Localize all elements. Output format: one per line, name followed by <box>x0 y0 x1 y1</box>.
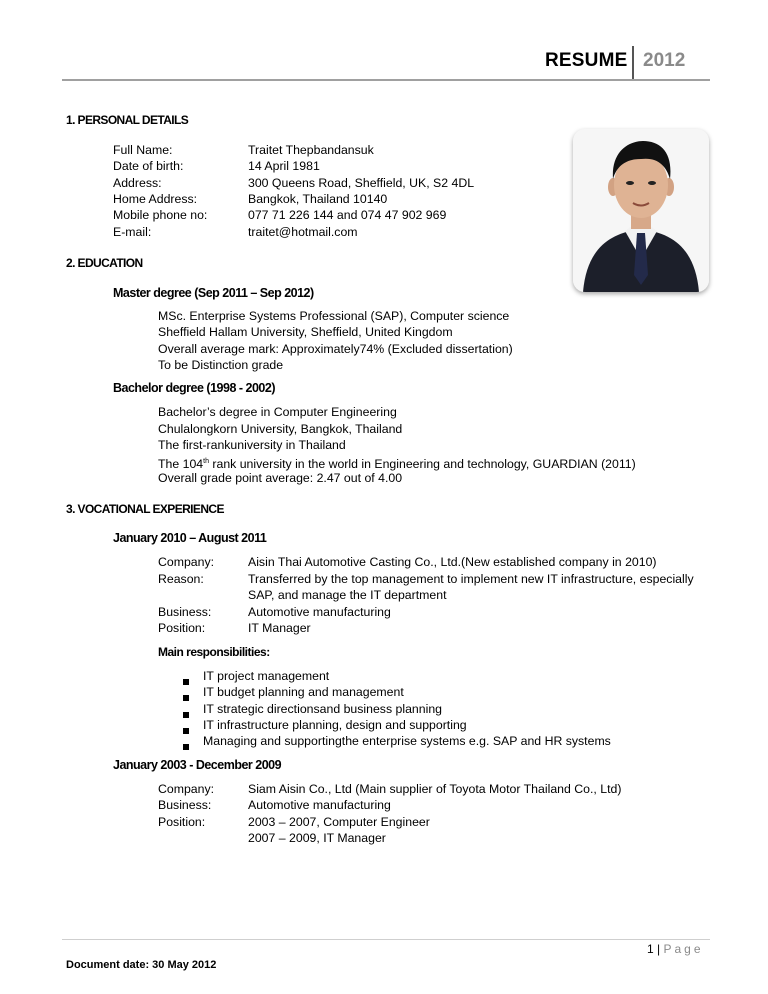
responsibility-item: IT budget planning and management <box>203 685 404 699</box>
job2-position-label: Position: <box>158 815 206 829</box>
section-personal-details: 1. PERSONAL DETAILS <box>66 113 189 127</box>
responsibilities-heading: Main responsibilities: <box>158 645 270 659</box>
responsibility-item: IT project management <box>203 669 330 683</box>
page-separator: | <box>657 942 661 956</box>
personal-value: Traitet Thepbandansuk <box>248 143 374 157</box>
bachelor-line: Bachelor’s degree in Computer Engineering <box>158 405 397 419</box>
footer-rule <box>62 939 710 940</box>
personal-value: 077 71 226 144 and 074 47 902 969 <box>248 208 447 222</box>
job2-position: 2003 – 2007, Computer Engineer <box>248 815 430 829</box>
title-divider <box>632 46 634 79</box>
bachelor-degree-heading: Bachelor degree (1998 - 2002) <box>113 381 275 395</box>
master-line: To be Distinction grade <box>158 358 284 372</box>
personal-value: 300 Queens Road, Sheffield, UK, S2 4DL <box>248 176 475 190</box>
job1-heading: January 2010 – August 2011 <box>113 531 267 545</box>
job2-company-label: Company: <box>158 782 215 796</box>
email-value: traitet@hotmail.com <box>248 225 358 239</box>
master-line: Sheffield Hallam University, Sheffield, United Kingdom <box>158 325 453 339</box>
job1-reason-cont: SAP, and manage the IT department <box>248 588 447 602</box>
responsibility-item: IT strategic directionsand business planning <box>203 702 443 716</box>
bullet-icon <box>183 688 189 706</box>
section-vocational-experience: 3. VOCATIONAL EXPERIENCE <box>66 502 224 516</box>
personal-label: Home Address: <box>113 192 198 206</box>
resume-year: 2012 <box>643 50 686 71</box>
personal-label: Address: <box>113 176 162 190</box>
job1-business-label: Business: <box>158 605 212 619</box>
page-number <box>647 942 704 956</box>
bullet-icon <box>183 737 189 755</box>
master-degree-heading: Master degree (Sep 2011 – Sep 2012) <box>113 286 314 300</box>
rank-superscript: th <box>203 458 209 465</box>
rank-suffix: rank university in the world in Engineering and technology, GUARDIAN (2011) <box>208 457 636 472</box>
job1-reason: Transferred by the top management to implement new IT infrastructure, especially <box>248 572 694 586</box>
job1-reason-label: Reason: <box>158 572 204 586</box>
job2-company: Siam Aisin Co., Ltd (Main supplier of Toyota Motor Thailand Co., Ltd) <box>248 782 622 796</box>
job1-business: Automotive manufacturing <box>248 605 391 619</box>
responsibility-item: IT infrastructure planning, design and supporting <box>203 718 467 732</box>
responsibility-item: Managing and supportingthe enterprise systems e.g. SAP and HR systems <box>203 734 611 748</box>
job2-business-label: Business: <box>158 798 212 812</box>
bachelor-line: Chulalongkorn University, Bangkok, Thailand <box>158 422 403 436</box>
job1-company: Aisin Thai Automotive Casting Co., Ltd.(New established company in 2010) <box>248 555 657 569</box>
job2-business: Automotive manufacturing <box>248 798 391 812</box>
bachelor-line: The first-rankuniversity in Thailand <box>158 438 346 452</box>
personal-label: E-mail: <box>113 225 152 239</box>
rank-prefix: The 104 <box>158 457 204 472</box>
section-education: 2. EDUCATION <box>66 256 143 270</box>
profile-photo <box>573 129 709 292</box>
document-date: Document date: 30 May 2012 <box>66 959 217 971</box>
page-word: Page <box>663 942 704 956</box>
job2-heading: January 2003 - December 2009 <box>113 758 282 772</box>
resume-title: RESUME <box>545 50 628 71</box>
bachelor-gpa: Overall grade point average: 2.47 out of 4.00 <box>158 471 403 485</box>
header-rule <box>62 79 710 81</box>
personal-label: Full Name: <box>113 143 173 157</box>
master-line: Overall average mark: Approximately74% (Excluded dissertation) <box>158 342 513 356</box>
page-number-value: 1 <box>647 942 654 956</box>
job1-position-label: Position: <box>158 621 206 635</box>
job1-position: IT Manager <box>248 621 311 635</box>
personal-value: 14 April 1981 <box>248 159 320 173</box>
job1-company-label: Company: <box>158 555 215 569</box>
personal-label: Date of birth: <box>113 159 184 173</box>
job2-position-cont: 2007 – 2009, IT Manager <box>248 831 386 845</box>
personal-value: Bangkok, Thailand 10140 <box>248 192 388 206</box>
master-line: MSc. Enterprise Systems Professional (SAP), Computer science <box>158 309 510 323</box>
personal-label: Mobile phone no: <box>113 208 208 222</box>
portrait-image <box>573 129 709 292</box>
